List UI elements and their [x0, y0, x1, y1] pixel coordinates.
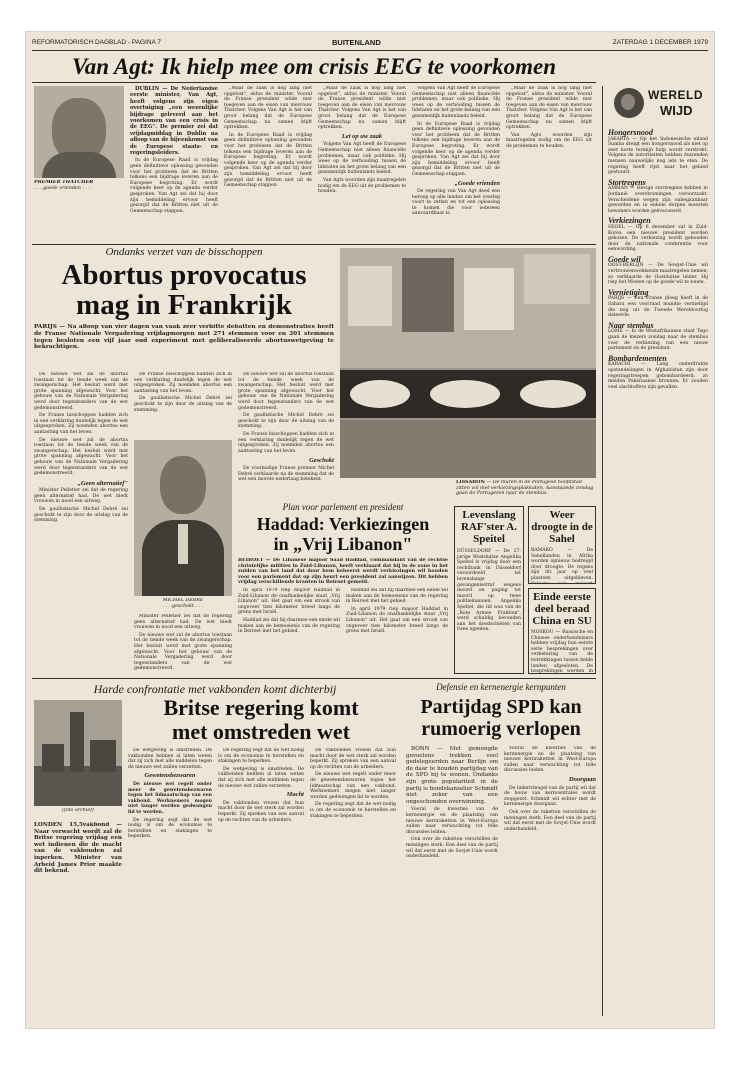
wereldwijd-title-1: WERELD — [648, 88, 703, 102]
abortus-body-2: De Franse bisschoppen hadden zich in een verklaring duidelijk tegen de wet uitgesproken. Zij noemden abortus een aantasting van het leven. — [34, 413, 128, 435]
china-text: MOSKOU — Russische en Chinese onderhandelaars hebben vrijdag hun eerste serie besprekingen over verbetering van de betrekkingen tussen beide landen afgesloten. De besprekingen werden in — [531, 630, 593, 674]
abortus-body-5: De voormalige Franse premier Michel Debré verklaarde na de stemming dat de wet een morele nederlaag betekent. — [238, 465, 334, 483]
britse-body-4b: De regering zegt dat de wet nodig is om de economie te herstellen en stakingen te beperken. — [218, 748, 304, 765]
abortus-lead: PARIJS — Na afloop van vier dagen van vaak zeer verhitte debatten en demonstraties heeft de Franse Nationale Vergadering vrijdagmorgen met 271 stemmen voor en 201 stemmen tegen besloten een vijf jaar oud experiment met geliberaliseerde abortuswetgeving te bekrachtigen. — [34, 324, 334, 351]
vanagt-sub-1: Let op uw zaak — [341, 132, 383, 140]
vanagt-col-3 — [318, 86, 406, 242]
photo-parliament — [34, 700, 122, 806]
abortus-body-4: De gaullistische Michel Debré zei geschokt te zijn door de uitslag van de stemming. — [34, 507, 128, 524]
abortus-col-2-top — [134, 372, 232, 438]
spd-headline-1: Partijdag SPD kan — [420, 696, 582, 718]
haddad-kicker: Plan voor parlement en president — [282, 502, 404, 512]
haddad-body-1b: In april 1979 riep majoor Haddad in Zuid-Libanon de onafhankelijke staat „Vrij Libanon" uit. Het gaat om een strook van ongeveer tien kilometer breed langs de grens met Israël. — [346, 606, 448, 635]
sahel-box — [528, 506, 596, 584]
vanagt-body-2b: In de Europese Raad is vrijdag geen definitieve oplossing gevonden voor het probleem dat de Britten telkens een bijdrage leveren aan de Europese begroting. Er wordt volgende keer op de agenda verder gesproken. Van Agt zei dat hij door zijn bemiddeling ervoor heeft gezorgd dat de Britten niet uit de Gemeenschap stappen. — [224, 132, 312, 189]
vanagt-body-4: Van Agts woorden zijn maatregelen nodig om de EEG uit de problemen te houden. — [318, 177, 406, 195]
abortus-kicker: Ondanks verzet van de bisschoppen — [105, 246, 263, 258]
wereldwijd-item-text: OOST-BERLIJN — De Sowjet-Unie wil vertrouwenwekkende maatregelen nemen, zo verklaarde de Oostduitse leider. Hij riep het Westen op de goede wil te tonen. — [608, 263, 708, 286]
spd-lead: BONN — Met gemengde gevoelens trekken veel gedelegeerden naar Berlijn om de daar te houden partijdag van de SPD bij te wonen. Ondanks zijn grote populariteit in de partij is bondskanselier Schmidt niet zeker van een ongeschonden overwinning. — [406, 746, 498, 805]
haddad-col-2 — [346, 588, 448, 674]
britse-body-2: De nieuwe wet regelt onder meer de gewetensbezwaren tegen het lidmaatschap van een vakbond. Werknemers mogen niet langer worden gedwongen lid te worden. — [128, 781, 212, 815]
abortus-sub-1: „Geen alternatief" — [77, 479, 128, 487]
wereldwijd-title-2: WIJD — [660, 103, 693, 118]
wereldwijd-item-title: Vernietiging — [608, 287, 649, 297]
spd-sub-1: Doorgaan — [568, 775, 596, 783]
globe-icon — [614, 88, 644, 118]
wereldwijd-item-text: KARACHI — Lang onderdrukte opstandelingen in Afghanistan zijn door regeringstroepen gebombardeerd, zo melden Pakistaanse bronnen. Er zouden veel slachtoffers zijn gevallen. — [608, 362, 708, 390]
abortus-body-2b: De Franse bisschoppen hadden zich in een verklaring duidelijk tegen de wet uitgesproken. Zij noemden abortus een aantasting van het leven. — [134, 372, 232, 394]
spd-body-1b: Vooral de kwesties van de kernenergie en de plaatsing van nieuwe kernraketten in West-Europa zullen naar verwachting tot felle discussies leiden. — [504, 746, 596, 774]
caption-lissabon — [456, 480, 596, 504]
spd-col-2 — [504, 746, 596, 1016]
abortus-body-1d: De nieuwe wet zal de abortus toestaan tot de tiende week van de zwangerschap. Het besluit werd met grote spanning afgewacht. Voor het gebouw van de Nationale Vergadering werd door tegenstanders van de wet gedemonstreerd. — [238, 372, 334, 411]
abortus-body-1: De nieuwe wet zal de abortus toestaan tot de tiende week van de zwangerschap. Het besluit werd met grote spanning afgewacht. Voor het gebouw van de Nationale Vergadering werd door tegenstanders van de wet gedemonstreerd. — [34, 372, 128, 411]
sahel-text: BAMAKO — De Sahellanden in Afrika worden opnieuw bedreigd door droogte. De regens zijn dit jaar op veel plaatsen uitgebleven. — [531, 548, 593, 581]
newspaper-page — [26, 32, 714, 1028]
spd-col-1 — [406, 746, 498, 1016]
abortus-body-3b: Minister Pelletier zei dat de regering geen alternatief had. De wet biedt vrouwen in nood een uitweg. — [134, 614, 232, 631]
levenslang-headline: Levenslang RAF'ster A. Speitel — [460, 509, 517, 545]
vanagt-col-1 — [130, 86, 218, 242]
wereldwijd-list — [608, 126, 708, 1016]
caption-debre-name: MICHEL DEBRÉ — [162, 598, 204, 603]
britse-headline-1: Britse regering komt — [163, 696, 359, 720]
abortus-body-1b: De nieuwe wet zal de abortus toestaan tot de tiende week van de zwangerschap. Het besluit werd met grote spanning afgewacht. Voor het gebouw van de Nationale Vergadering werd door tegenstanders van de wet gedemonstreerd. — [34, 437, 128, 477]
abortus-body-3: Minister Pelletier zei dat de regering geen alternatief had. De wet biedt vrouwen in nood een uitweg. — [34, 488, 128, 505]
photo-lissabon — [340, 248, 596, 478]
vanagt-body-5a: „Maar de zaak is nog lang niet opgelost", aldus de minister. Vooral de Franse president wilde niet toegeven aan de eisen van mevrouw Thatcher. Volgens Van Agt is het van groot belang dat de Europese Gemeenschap nu samen blijft optrekken. — [506, 86, 592, 131]
caption-debre-quote: . . . geschokt . . . — [162, 603, 204, 609]
britse-body-3b: De vakbonden vrezen dat hun macht door de wet sterk zal worden beperkt. Zij spreken van een aanval op de rechten van de arbeiders. — [310, 748, 396, 770]
abortus-col-2-bottom — [134, 614, 232, 674]
levenslang-text: DÜSSELDORF — De 27-jarige Westduitse Angelika Speitel is vrijdag door een rechtbank in Düsseldorf veroordeeld tot levenslange gevangenisstraf wegens moord en poging tot moord op twee politiemannen. Angelika Speitel, die lid was van de „Rote Armee Fraktion", werd schuldig bevonden aan het doodschieten van twee agenten. — [457, 549, 521, 633]
wereldwijd-logo — [608, 86, 708, 124]
vanagt-body-4b: In de Europese Raad is vrijdag geen definitieve oplossing gevonden voor het probleem dat de Britten telkens een bijdrage leveren aan de Europese begroting. Er wordt volgende keer op de agenda verder gesproken. Van Agt zei dat hij door zijn bemiddeling ervoor heeft gezorgd dat de Britten niet uit de Gemeenschap stappen. — [412, 121, 500, 177]
photo-thatcher — [34, 86, 124, 178]
caption-thatcher-name: PREMIER THATCHER — [34, 180, 94, 185]
caption-thatcher-quote: . . . goede vrienden . . . — [34, 185, 90, 191]
britse-body-1b: De wetgeving is omstreden. De vakbonden hebben al laten weten dat zij zich met alle middelen tegen de nieuwe wet zullen verzetten. — [218, 766, 304, 789]
abortus-col-1 — [34, 372, 128, 672]
britse-kicker: Harde confrontatie met vakbonden komt dichterbij — [93, 682, 337, 696]
sahel-headline: Weer droogte in de Sahel — [531, 509, 593, 545]
vanagt-body-5b: Van Agts woorden zijn maatregelen nodig om de EEG uit de problemen te houden. — [506, 132, 592, 149]
page-date: ZATERDAG 1 DECEMBER 1979 — [612, 39, 708, 46]
vanagt-lead: DUBLIN — De Nederlandse eerste minister, Van Agt, heeft volgens zijn eigen overtuiging „een wezenlijke bijdrage geleverd aan het voorkomen van een crisis in de EEG". De premier zei dat vrijdagmiddag in Dublin na afloop van de bijeenkomst van de Europese staats- en regeringsleiders. — [130, 86, 218, 157]
haddad-body-2b: Haddad zei dat hij daarmee een einde wil maken aan de bemoeienis van de regering in Beiroet met het gebied. — [346, 588, 448, 605]
haddad-body-2: Haddad zei dat hij daarmee een einde wil maken aan de bemoeienis van de regering in Beiroet met het gebied. — [238, 617, 340, 635]
abortus-body-1c: De nieuwe wet zal de abortus toestaan tot de tiende week van de zwangerschap. Het besluit werd met grote spanning afgewacht. Voor het gebouw van de Nationale Vergadering werd door tegenstanders van de wet gedemonstreerd. — [134, 632, 232, 672]
caption-lissabon-text: — De muren in de Portugese hoofdstad zitten vol met verkiezingsplakkaten. Aanstaande zondag gaan de Portugezen naar de stembus. — [456, 480, 594, 497]
vanagt-col-5 — [506, 86, 592, 242]
wereldwijd-item-title: Naar stembus — [608, 320, 654, 330]
spd-headline-2: rumoerig verlopen — [421, 718, 581, 740]
vanagt-body-3a: „Maar de zaak is nog lang niet opgelost", aldus de minister. Vooral de Franse president wilde niet toegeven aan de eisen van mevrouw Thatcher. Volgens Van Agt is het van groot belang dat de Europese Gemeenschap nu samen blijft optrekken. — [318, 86, 406, 131]
vanagt-body-1: In de Europese Raad is vrijdag geen definitieve oplossing gevonden voor het probleem dat de Britten telkens een bijdrage leveren aan de Europese begroting. Er wordt volgende keer op de agenda verder gesproken. Van Agt zei dat hij door zijn bemiddeling ervoor heeft gezorgd dat de Britten niet uit de Gemeenschap stappen. — [130, 158, 218, 214]
abortus-body-4b: De gaullistische Michel Debré zei geschokt te zijn door de uitslag van de stemming. — [134, 396, 232, 413]
wereldwijd-item-title: Goede wil — [608, 254, 641, 264]
photo-debre — [134, 440, 232, 596]
abortus-sub-2: Geschokt — [309, 457, 334, 465]
britse-lead: LONDEN 15,5vakbond — Naar verwacht wordt zal de Britse regering vrijdag een wet indienen die de macht van de vakbonden zal inperken. Minister van Arbeid James Prior maakte dit bekend. — [34, 822, 122, 875]
britse-headline-2: met omstreden wet — [172, 720, 350, 744]
abortus-headline-2: mag in Frankrijk — [76, 290, 292, 320]
haddad-headline-1: Haddad: Verkiezingen — [256, 514, 430, 534]
haddad-body-1: In april 1979 riep majoor Haddad in Zuid-Libanon de onafhankelijke staat „Vrij Libanon" uit. Het gaat om een strook van ongeveer tien kilometer breed langs de grens met Israël. — [238, 588, 340, 616]
vanagt-body-3: Volgens Van Agt heeft de Europese Gemeenschap niet alleen financiële problemen, maar ook politieke. Hij wees op de verhouding tussen de lidstaten en het grote belang van een gezamenlijk buitenlands beleid. — [318, 142, 406, 176]
wereldwijd-item-title: Verkiezingen — [608, 216, 651, 226]
vanagt-body-5: De regering van Van Agt deed een beroep op alle landen om het overleg voort te zetten en tot een oplossing te komen die voor iedereen aanvaardbaar is. — [412, 189, 500, 217]
haddad-lead: BEIROET — De Libanese majoor Saad Haddad, commandant van de rechtse christelijke milities in Zuid-Libanon, heeft verklaard dat hij in de zone in het zuiden van het land dat door hem beheerst wordt verkiezingen wil houden voor een parlement dat op zijn beurt een president zal aanwijzen. Dit hebben vrijdag verschillende kranten in Beiroet gemeld. — [238, 558, 448, 584]
caption-debre — [134, 598, 232, 612]
levenslang-box — [454, 506, 524, 674]
headline-vanagt: Van Agt: Ik hielp mee om crisis EEG te voorkomen — [71, 54, 557, 79]
spd-body-3: Ook over de raketten verschillen de meningen sterk. Een deel van de partij wil dat eerst met de Sovjet-Unie wordt onderhandeld. — [406, 837, 498, 860]
spd-body-3b: Ook over de raketten verschillen de meningen sterk. Een deel van de partij wil dat eerst met de Sovjet-Unie wordt onderhandeld. — [504, 809, 596, 832]
britse-body-4: De regering zegt dat de wet nodig is om de economie te herstellen en stakingen te beperken. — [128, 817, 212, 840]
vanagt-col-2 — [224, 86, 312, 242]
wereldwijd-item-title: Hongersnood — [608, 128, 653, 137]
china-box — [528, 588, 596, 674]
wereldwijd-item-title: Bombardementen — [608, 353, 667, 363]
britse-body-1: De wetgeving is omstreden. De vakbonden hebben al laten weten dat zij zich met alle middelen tegen de nieuwe wet zullen verzetten. — [128, 748, 212, 770]
spd-body-2: De linkervleugel van de partij wil dat de bouw van kerncentrales wordt stopgezet. Schmidt wil echter met de kernenergie doorgaan. — [504, 785, 596, 808]
abortus-body-2c: De Franse bisschoppen hadden zich in een verklaring duidelijk tegen de wet uitgesproken. Zij noemden abortus een aantasting van het leven. — [238, 431, 334, 454]
britse-col-3 — [310, 748, 396, 1016]
vanagt-col-4 — [412, 86, 500, 242]
abortus-body-4c: De gaullistische Michel Debré zei geschokt te zijn door de uitslag van de stemming. — [238, 413, 334, 430]
china-headline: Einde eerste deel beraad China en SU — [532, 591, 592, 627]
britse-col-2 — [218, 748, 304, 1016]
britse-body-3: De vakbonden vrezen dat hun macht door de wet sterk zal worden beperkt. Zij spreken van een aanval op de rechten van de arbeiders. — [218, 800, 304, 823]
vanagt-body-2: „Maar de zaak is nog lang niet opgelost", aldus de minister. Vooral de Franse president wilde niet toegeven aan de eisen van mevrouw Thatcher. Volgens Van Agt is het van groot belang dat de Europese Gemeenschap nu samen blijft optrekken. — [224, 86, 312, 131]
paper-name: REFORMATORISCH DAGBLAD - PAGINA 7 — [32, 39, 161, 46]
wereldwijd-item-text: AMMAN — Hevige stortregens hebben in Jordanië overstromingen veroorzaakt. Verscheidene wegen zijn onbegaanbaar geworden en in enkele dorpen moesten bewoners worden geëvacueerd. — [608, 186, 708, 214]
wereldwijd-item-text: PARIJS — Een Franse ploeg heeft in de Sahara een voorraad munitie vernietigd die nog uit de Tweede Wereldoorlog dateerde. — [608, 296, 708, 319]
spd-kicker: Defensie en kernenergie kernpunten — [436, 682, 566, 692]
page-header — [32, 36, 708, 51]
britse-body-2b: De nieuwe wet regelt onder meer de gewetensbezwaren tegen het lidmaatschap van een vakbond. Werknemers mogen niet langer worden gedwongen lid te worden. — [310, 772, 396, 800]
wereldwijd-item-text: SEOEL — Op 6 december zal in Zuid-Korea een nieuwe president worden gekozen. De verkiezing wordt gehouden door de nationale conferentie voor eenwording. — [608, 224, 708, 253]
caption-thatcher — [34, 180, 126, 194]
section-title: BUITENLAND — [332, 38, 381, 47]
haddad-col-1 — [238, 588, 340, 674]
caption-parliament: (foto archief) — [62, 808, 94, 813]
spd-body-1: Vooral de kwesties van de kernenergie en de plaatsing van nieuwe kernraketten in West-Europa zullen naar verwachting tot felle discussies leiden. — [406, 807, 498, 835]
britse-body-4c: De regering zegt dat de wet nodig is om de economie te herstellen en stakingen te beperken. — [310, 802, 396, 819]
abortus-headline-1: Abortus provocatus — [61, 260, 307, 290]
britse-sub-1: Gewetensbezwaren — [144, 772, 196, 780]
vanagt-body-4a: Volgens Van Agt heeft de Europese Gemeenschap niet alleen financiële problemen, maar ook politieke. Hij wees op de verhouding tussen de lidstaten en het grote belang van een gezamenlijk buitenlands beleid. — [412, 86, 500, 119]
wereldwijd-item-text: LOME — In de Westafrikaanse staat Togo gaan de kiezers zondag naar de stembus voor de verkiezing van een nieuw parlement en de president. — [608, 329, 708, 352]
britse-sub-2: Macht — [286, 791, 304, 799]
vanagt-sub-2: „Goede vrienden — [454, 179, 500, 187]
britse-col-1 — [128, 748, 212, 1016]
wereldwijd-item-title: Stortregens — [608, 177, 646, 187]
haddad-headline-2: in „Vrij Libanon" — [273, 534, 413, 554]
caption-lissabon-place: LISSABON — [456, 480, 485, 485]
wereldwijd-item-text: JAKARTA — Op het Indonesische eiland Sumba dreigt een hongersnood als niet op zeer korte termijn hulp wordt verstrekt. Volgens de autoriteiten hebben duizenden mensen nauwelijks nog iets te eten. De regering heeft rijst naar het gebied gestuurd. — [608, 136, 708, 176]
